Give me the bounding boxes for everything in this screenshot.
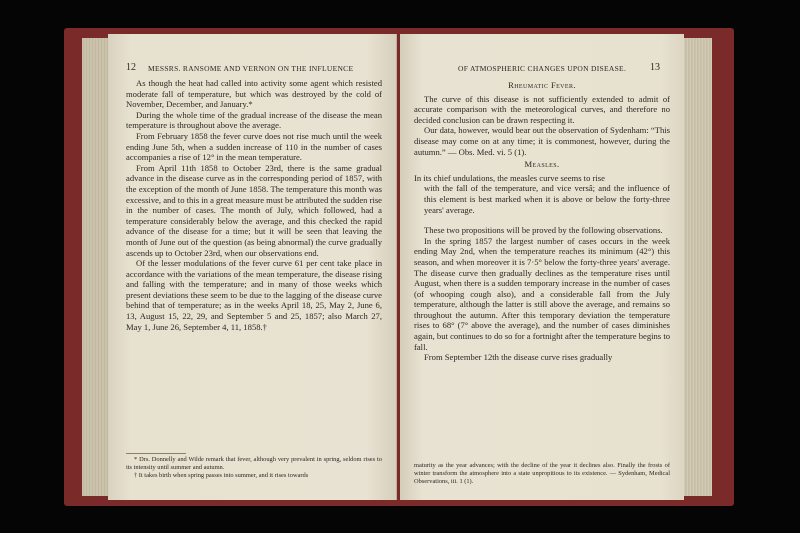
page-number-right: 13 xyxy=(650,62,660,73)
paragraph: From September 12th the disease curve rises gradually xyxy=(424,352,613,363)
footnote: † It takes birth when spring passes into summer, and it rises towards xyxy=(134,472,309,479)
running-head-left: MESSRS. RANSOME AND VERNON ON THE INFLUENCE xyxy=(148,64,354,73)
right-footnotes xyxy=(414,462,670,486)
footnote: maturity as the year advances; with the decline of the year it declines also. Finally the frosts of winter transform the atmosphere into a state unpropitious to its existence. — Sydenham, Medical Observations, iii. 1 (1). xyxy=(414,462,670,485)
paragraph: In the spring 1857 the largest number of cases occurs in the week ending May 2nd, when the temperature reaches its minimum (42°) this season, and when moreover it is 7·5° below the forty-three years' average. The disease curve then gradually declines as the temperature rises until August, when there is a sudden temporary increase in the number of cases (of whooping cough also), and a considerable fall from the July temperature, although the latter is still above the average, and remains so throughout the autumn. After this temporary deviation the temperature rises to 68° (7° above the average), and the number of cases diminishes again, but continues to do so for a fortnight after the temperature begins to fall. xyxy=(414,235,670,352)
left-body-text xyxy=(126,78,382,332)
paragraph: These two propositions will be proved by the following observations. xyxy=(424,225,663,236)
page-edges-left xyxy=(82,38,108,496)
indented-passage: with the fall of the temperature, and vice versâ; and the influence of this element is best marked when it is above or below the forty-three years' average. xyxy=(424,183,670,215)
paragraph: During the whole time of the gradual increase of the disease the mean temperature is throughout above the average. xyxy=(126,109,382,131)
footnote: * Drs. Donnelly and Wilde remark that fever, although very prevalent in spring, seldom rises to its intensity until summer and autumn. xyxy=(126,456,382,471)
running-head-right: OF ATMOSPHERIC CHANGES UPON DISEASE. xyxy=(458,64,627,73)
page-number-left: 12 xyxy=(126,62,136,73)
footnote-rule xyxy=(126,453,186,454)
paragraph: As though the heat had called into activity some agent which resisted moderate fall of temperature, but which was destroyed by the cold of November, December, and January.* xyxy=(126,78,382,110)
paragraph: Of the lesser modulations of the fever curve 61 per cent take place in accordance with the variations of the mean temperature, the disease rising and falling with the temperature; and in many of those weeks which present deviations these seem to be due to the lagging of the disease curve behind that of temperature; as in the weeks April 18, 25, May 2, June 6, 13, August 15, 22, 29, and September 5 and 25, 1857; also March 27, May 1, June 26, September 4, 11, 1858.† xyxy=(126,258,382,332)
paragraph: From February 1858 the fever curve does not rise much until the week ending June 5th, when a sudden increase of 110 in the number of cases accompanies a rise of 12° in the mean temperature. xyxy=(126,130,382,163)
paragraph: From April 11th 1858 to October 23rd, there is the same gradual advance in the disease curve as in the corresponding period of 1857, with the exception of the month of June 1858. The temperature this month was excessive, and to this in a great measure must be attributed the sudden rise in the number of cases. The month of July, which followed, had a temperature considerably below the average, and this checked the rapid advance of the disease for a time; but it will be seen that leaving the month of June out of the question (as being abnormal) the curve gradually ascends up to October 23rd, when our observations end. xyxy=(126,162,382,258)
left-page xyxy=(108,34,397,500)
paragraph: The curve of this disease is not sufficiently extended to admit of accurate comparison with the meteorological curves, and therefore no decided conclusion can be drawn respecting it. xyxy=(414,93,670,125)
right-body-text xyxy=(414,78,670,363)
right-page xyxy=(400,34,684,500)
paragraph: Our data, however, would bear out the observation of Sydenham: “This disease may come on at any time; it is commonest, however, during the autumn.” — Obs. Med. vi. 5 (1). xyxy=(414,125,670,157)
book-binding xyxy=(64,28,734,506)
page-edges-right xyxy=(684,38,712,496)
section-heading: Measles. xyxy=(524,159,560,170)
paragraph: In its chief undulations, the measles curve seems to rise xyxy=(414,172,605,183)
section-heading: Rheumatic Fever. xyxy=(508,80,576,90)
left-footnotes xyxy=(126,456,382,480)
